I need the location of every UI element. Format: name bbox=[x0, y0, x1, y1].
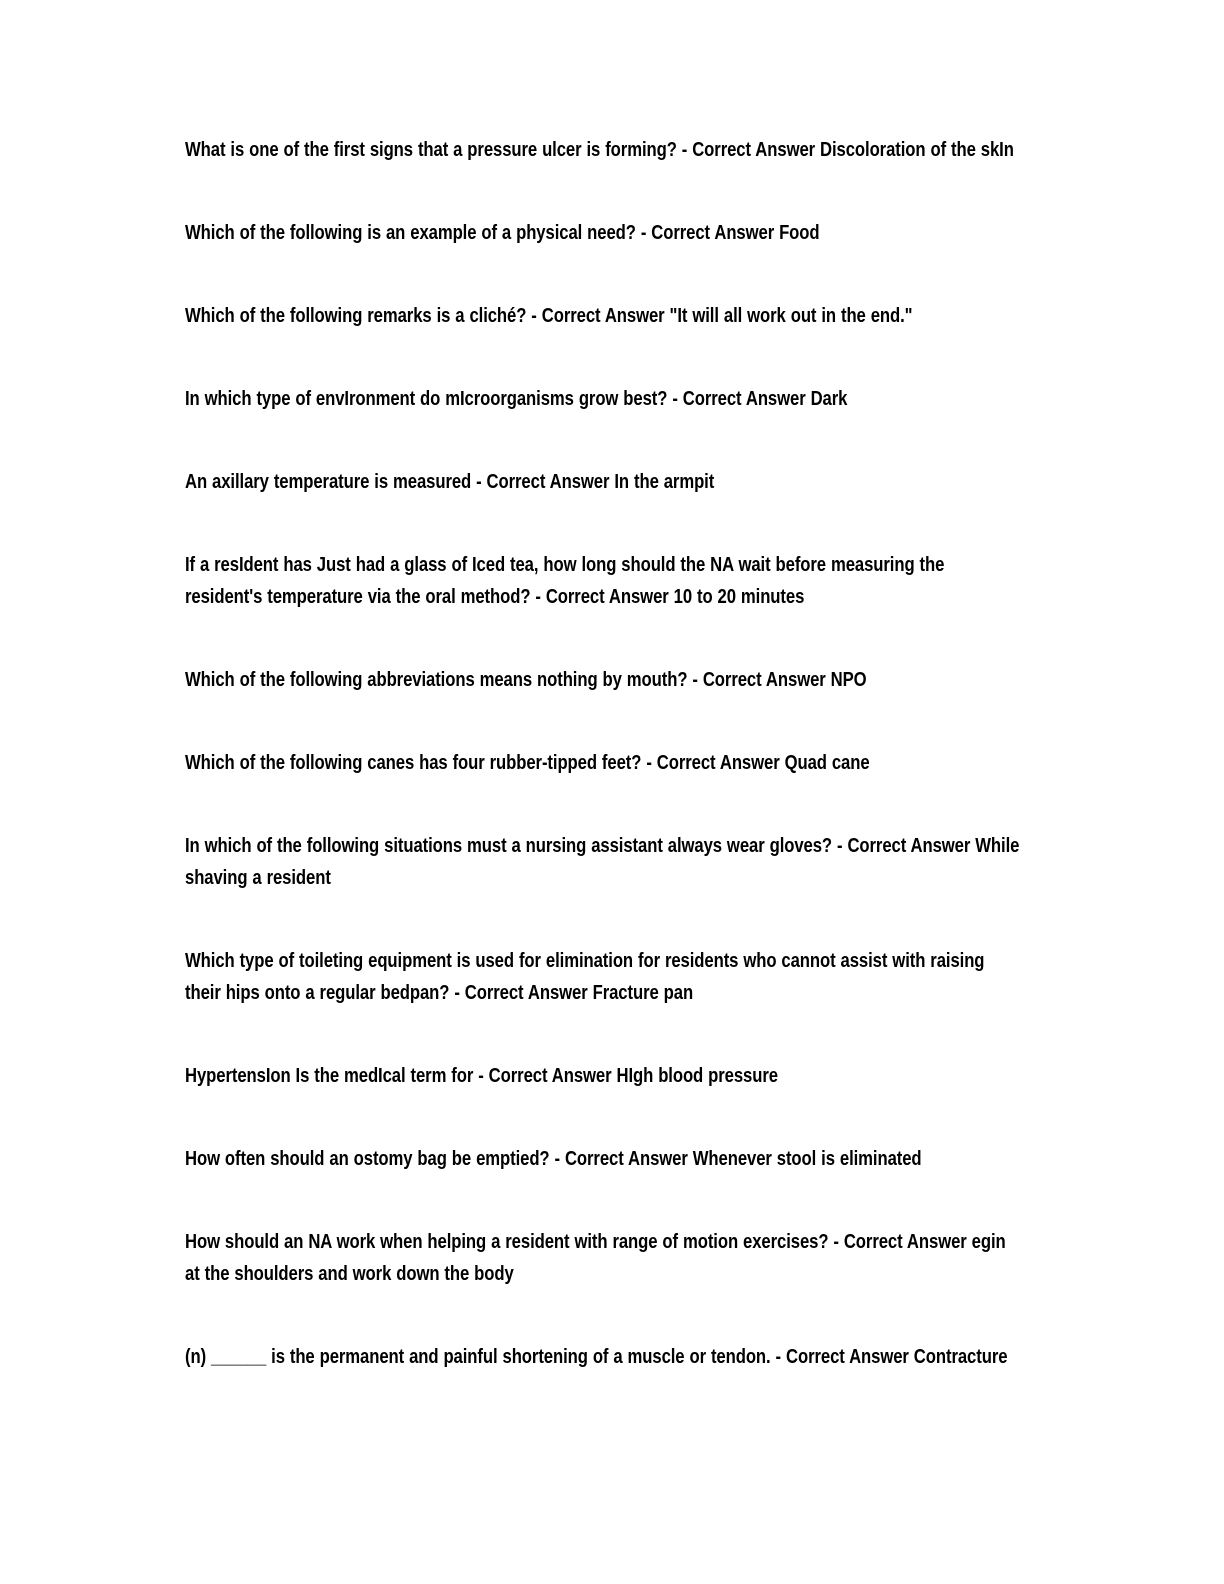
qa-paragraph-list bbox=[185, 134, 1023, 1424]
qa-paragraph: Which of the following is an example of a physical need? - Correct Answer Food bbox=[185, 222, 820, 244]
qa-paragraph: How often should an ostomy bag be emptied? - Correct Answer Whenever stool is eliminated bbox=[185, 1148, 922, 1170]
qa-paragraph: Which of the following canes has four rubber-tipped feet? - Correct Answer Quad cane bbox=[185, 752, 870, 774]
qa-paragraph: In which of the following situations must a nursing assistant always wear gloves? - Correct Answer While shaving a resident bbox=[185, 835, 1020, 889]
qa-paragraph: Which of the following abbreviations means nothing by mouth? - Correct Answer NPO bbox=[185, 669, 867, 691]
qa-paragraph: If a resIdent has Just had a glass of Iced tea, how long should the NA wait before measuring the resident's temperature via the oral method? - Correct Answer 10 to 20 minutes bbox=[185, 554, 945, 608]
qa-paragraph: An axillary temperature is measured - Correct Answer In the armpit bbox=[185, 471, 715, 493]
qa-paragraph: HypertensIon Is the medIcal term for - Correct Answer HIgh blood pressure bbox=[185, 1065, 778, 1087]
qa-paragraph: Which of the following remarks is a cliché? - Correct Answer "It will all work out in the end." bbox=[185, 305, 913, 327]
qa-paragraph: In which type of envIronment do mIcroorganisms grow best? - Correct Answer Dark bbox=[185, 388, 848, 410]
qa-paragraph: (n) ______ is the permanent and painful shortening of a muscle or tendon. - Correct Answer Contracture bbox=[185, 1346, 1008, 1368]
qa-paragraph: Which type of toileting equipment is used for elimination for residents who cannot assist with raising their hips onto a regular bedpan? - Correct Answer Fracture pan bbox=[185, 950, 985, 1004]
qa-paragraph: How should an NA work when helping a resident with range of motion exercises? - Correct Answer egin at the shoulders and work down the body bbox=[185, 1231, 1006, 1285]
qa-paragraph: What is one of the first signs that a pressure ulcer is forming? - Correct Answer Discoloration of the skIn bbox=[185, 139, 1014, 161]
